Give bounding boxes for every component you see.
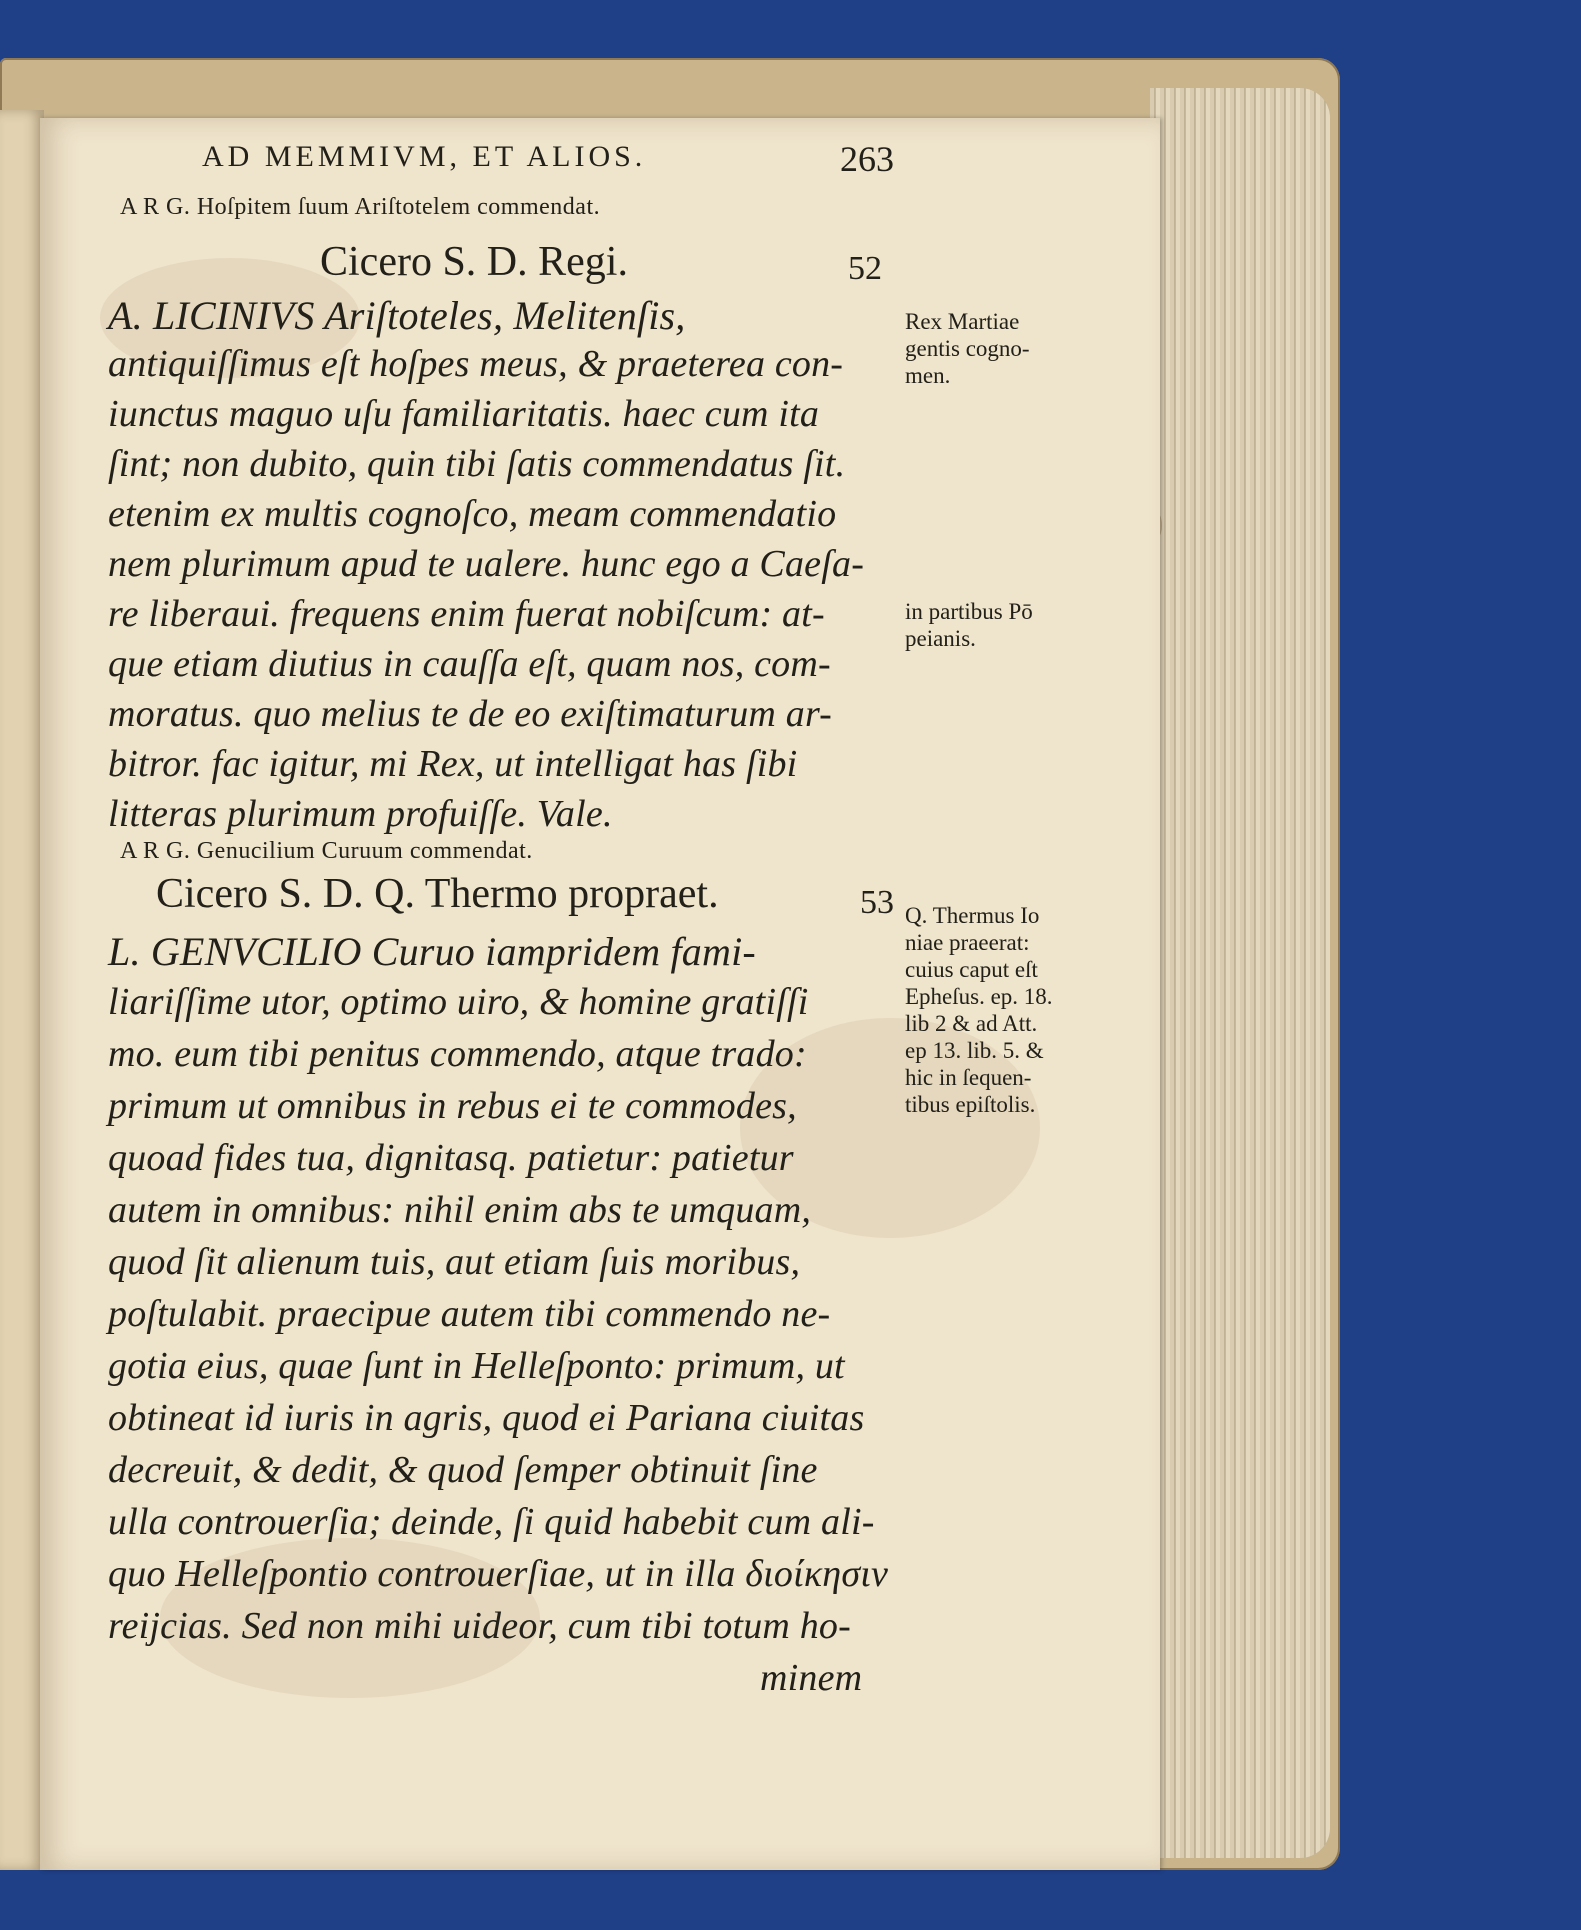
left-page-edge [0, 110, 44, 1870]
text-line: que etiam diutius in cauſſa eſt, quam nos, com- [108, 643, 831, 685]
text-line: antiquiſſimus eſt hoſpes meus, & praeterea con- [108, 343, 844, 385]
text-line: autem in omnibus: nihil enim abs te umquam, [108, 1189, 812, 1231]
text-line: re liberaui. frequens enim fuerat nobiſcum: at- [108, 593, 825, 635]
text-line: nem plurimum apud te ualere. hunc ego a Caeſa- [108, 543, 865, 585]
marginal-note: in partibus Pō peianis. [905, 599, 1033, 651]
letter-number: 52 [848, 250, 882, 287]
marginal-note: Q. Thermus Io niae praeerat: cuius caput eſt Epheſus. ep. 18. lib 2 & ad Att. ep 13. lib. 5. & hic in ſequen- tibus epiſtolis. [905, 903, 1053, 1117]
letter-heading: Cicero S. D. Q. Thermo propraet. [156, 871, 719, 917]
text-line: poſtulabit. praecipue autem tibi commendo ne- [108, 1293, 831, 1335]
text-line: ulla controuerſia; deinde, ſi quid habebit cum ali- [108, 1501, 875, 1543]
catchword: minem [760, 1657, 863, 1699]
text-line: quoad fides tua, dignitasq. patietur: patietur [108, 1137, 794, 1179]
text-line: quo Helleſpontio controuerſiae, ut in illa διοίκησιν [108, 1553, 889, 1595]
text-line: primum ut omnibus in rebus ei te commodes, [108, 1085, 797, 1127]
text-line: mo. eum tibi penitus commendo, atque trado: [108, 1033, 807, 1075]
running-head: AD MEMMIVM, ET ALIOS. [202, 140, 647, 173]
text-line: iunctus maguo uſu familiaritatis. haec cum ita [108, 393, 820, 435]
letter-heading: Cicero S. D. Regi. [320, 239, 628, 285]
text-line: liariſſime utor, optimo uiro, & homine gratiſſi [108, 981, 809, 1023]
text-line: ſint; non dubito, quin tibi ſatis commendatus ſit. [108, 443, 846, 485]
text-line: gotia eius, quae ſunt in Helleſponto: primum, ut [108, 1345, 845, 1387]
text-line: litteras plurimum profuiſſe. Vale. [108, 793, 613, 835]
letter-number: 53 [860, 884, 894, 921]
page-fore-edges [1150, 88, 1330, 1858]
text-line: etenim ex multis cognoſco, meam commendatio [108, 493, 837, 535]
text-line: moratus. quo melius te de eo exiſtimaturum ar- [108, 693, 833, 735]
text-line: quod ſit alienum tuis, aut etiam ſuis moribus, [108, 1241, 801, 1283]
letter-argument: A R G. Hoſpitem ſuum Ariſtotelem commendat. [120, 194, 601, 220]
text-line: A. LICINIVS Ariſtoteles, Melitenſis, [108, 293, 686, 338]
text-line: obtineat id iuris in agris, quod ei Pariana ciuitas [108, 1397, 865, 1439]
text-line: reijcias. Sed non mihi uideor, cum tibi totum ho- [108, 1605, 851, 1647]
text-line: L. GENVCILIO Curuo iampridem fami- [108, 929, 756, 974]
printed-page [40, 118, 1160, 1870]
text-line: decreuit, & dedit, & quod ſemper obtinuit ſine [108, 1449, 818, 1491]
text-line: bitror. fac igitur, mi Rex, ut intelligat has ſibi [108, 743, 798, 785]
page-number: 263 [840, 139, 894, 179]
marginal-note: Rex Martiae gentis cogno- men. [905, 309, 1030, 388]
letter-argument: A R G. Genucilium Curuum commendat. [120, 838, 533, 864]
